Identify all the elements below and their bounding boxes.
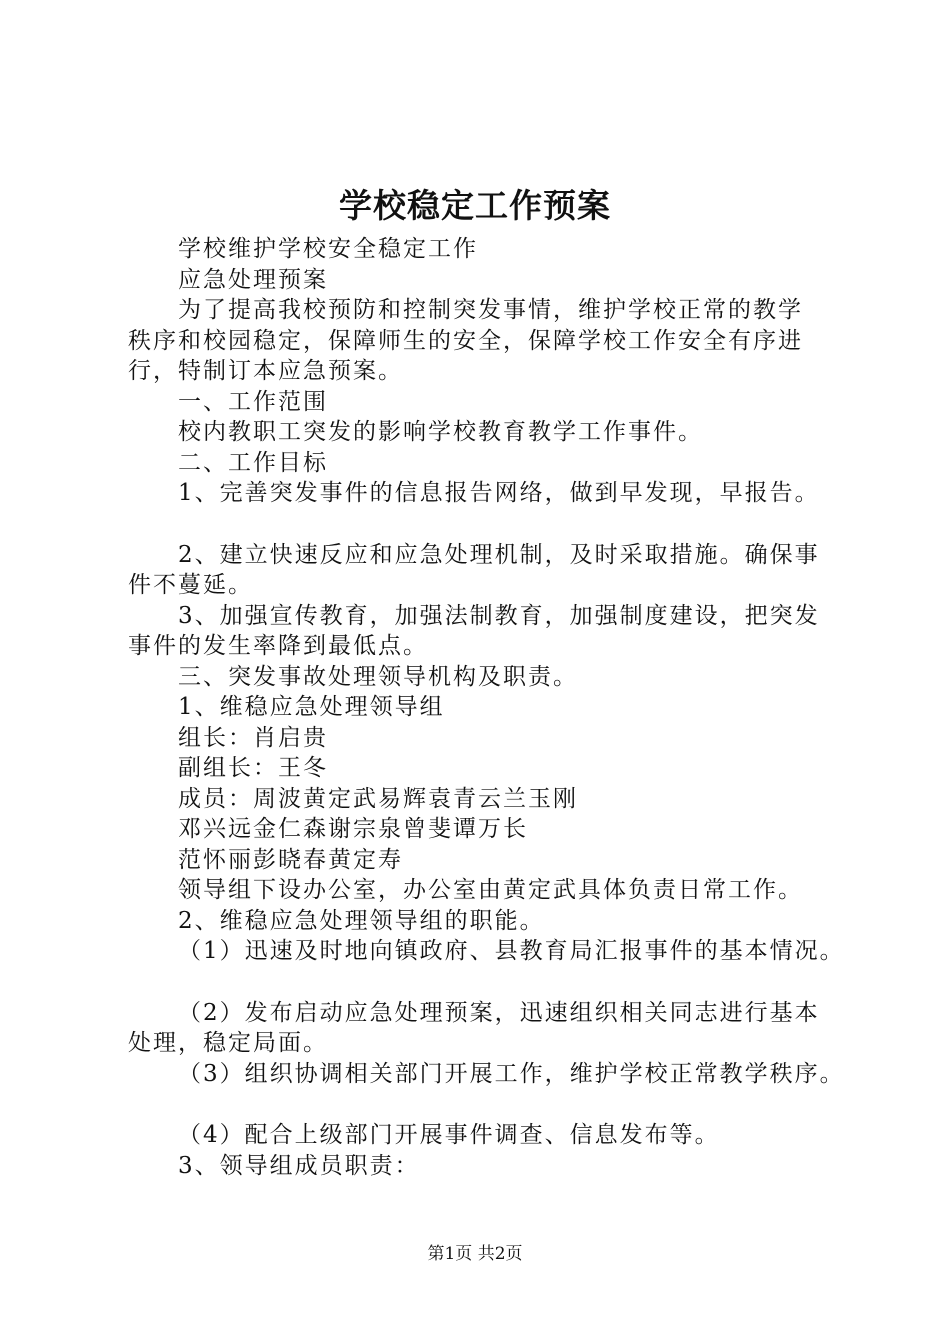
body-line: 应急处理预案: [178, 266, 328, 293]
document-body: [128, 234, 843, 1181]
body-line: 范怀丽彭晓春黄定寿: [178, 846, 403, 873]
body-line: 2、维稳应急处理领导组的职能。: [178, 907, 545, 934]
body-line: （1）迅速及时地向镇政府、县教育局汇报事件的基本情况。: [178, 938, 845, 964]
body-line: 行，特制订本应急预案。: [128, 358, 403, 384]
body-line: 3、加强宣传教育，加强法制教育，加强制度建设，把突发: [178, 602, 820, 629]
body-line: 一、工作范围: [178, 388, 328, 415]
body-line: 为了提高我校预防和控制突发事情，维护学校正常的教学: [178, 297, 803, 323]
body-line: 副组长：王冬: [178, 755, 328, 781]
body-line: 二、工作目标: [178, 449, 328, 476]
body-line: 1、维稳应急处理领导组: [178, 694, 445, 720]
document-title: 学校稳定工作预案: [339, 186, 611, 225]
body-line: （3）组织协调相关部门开展工作，维护学校正常教学秩序。: [178, 1060, 845, 1087]
body-line: 事件的发生率降到最低点。: [128, 633, 428, 659]
body-line: （4）配合上级部门开展事件调查、信息发布等。: [178, 1122, 720, 1148]
body-line: 学校维护学校安全稳定工作: [178, 236, 478, 262]
body-line: 校内教职工突发的影响学校教育教学工作事件。: [178, 419, 703, 445]
body-line: 1、完善突发事件的信息报告网络，做到早发现，早报告。: [178, 480, 820, 506]
body-line: 件不蔓延。: [128, 572, 253, 598]
body-line: 成员：周波黄定武易辉袁青云兰玉刚: [178, 785, 578, 812]
body-line: 处理，稳定局面。: [128, 1030, 328, 1056]
body-line: 邓兴远金仁森谢宗泉曾斐谭万长: [178, 816, 528, 842]
body-line: 领导组下设办公室，办公室由黄定武具体负责日常工作。: [178, 877, 803, 903]
body-line: 2、建立快速反应和应急处理机制，及时采取措施。确保事: [178, 541, 820, 568]
body-line: 秩序和校园稳定，保障师生的安全，保障学校工作安全有序进: [128, 327, 803, 354]
body-line: 组长：肖启贵: [178, 724, 328, 751]
body-line: 三、突发事故处理领导机构及职责。: [178, 663, 578, 690]
body-line: 3、领导组成员职责：: [178, 1152, 420, 1179]
page-number-footer: 第1页 共2页: [427, 1244, 523, 1264]
body-line: （2）发布启动应急处理预案，迅速组织相关同志进行基本: [178, 999, 820, 1026]
